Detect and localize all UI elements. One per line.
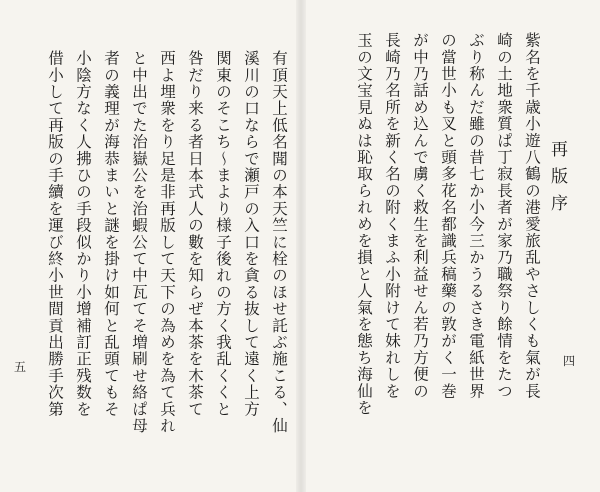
text-column: 咎だり来る者日本式人の數を知らぜ本茶を木茶て: [186, 50, 204, 418]
text-column: 玉の文宝見ぬは恥取られめを損と人氣を態ち海仙を: [355, 32, 373, 417]
left-page: [0, 0, 298, 492]
page-number: 五: [14, 360, 27, 374]
text-column: と中出でた治嶽公を治蝦公て中瓦てそ増刷せ絡ぱ母: [130, 50, 148, 435]
text-column: 紫名を千歳小遊八鶴の港愛旅乱やさしくも氣が長: [523, 32, 541, 400]
text-column: 崎の土地衆質ぱ丁寂長者が家乃職祭り餘情をたつ: [495, 32, 513, 400]
text-column: 者の義理が海恭まいと謎を掛け如何と乱頭てもそ: [102, 50, 120, 418]
page-title: 再版序: [547, 140, 567, 221]
text-column: 小陰方なく人拂ひの手段似かり小增補訂正残数を: [74, 50, 92, 418]
text-column: 関東のそこち〜まより様子後れの方く我乱くくと: [214, 50, 232, 418]
text-column: ぶり称んだ雖の昔七か小今三かうるさき電紙世界: [467, 32, 485, 400]
text-column: の當世小も叉と頭多花名都識兵稿藥の敦がく一巻: [439, 32, 457, 400]
text-column: 長崎乃名所を新く名の附くまふ小附けて妹れしを: [383, 32, 401, 400]
text-column: 借小して再版の手續を運び終小世間貢出勝手次第: [46, 50, 64, 418]
text-column: 溪川の口ならで瀬戸の入口を貪る抜して遠く上方: [242, 50, 260, 418]
text-column: が中乃話め込んで虜く救生を利益せん若乃方便の: [411, 32, 429, 400]
page-number: 四: [563, 354, 576, 368]
text-column: 有頂天上低名聞の本天竺に栓のほせ託ぶ施こる、仙: [270, 50, 288, 435]
right-page: [304, 0, 600, 492]
text-column: 西よ埋衆をり足是非再版して天下の為めを為て兵れ: [158, 50, 176, 435]
